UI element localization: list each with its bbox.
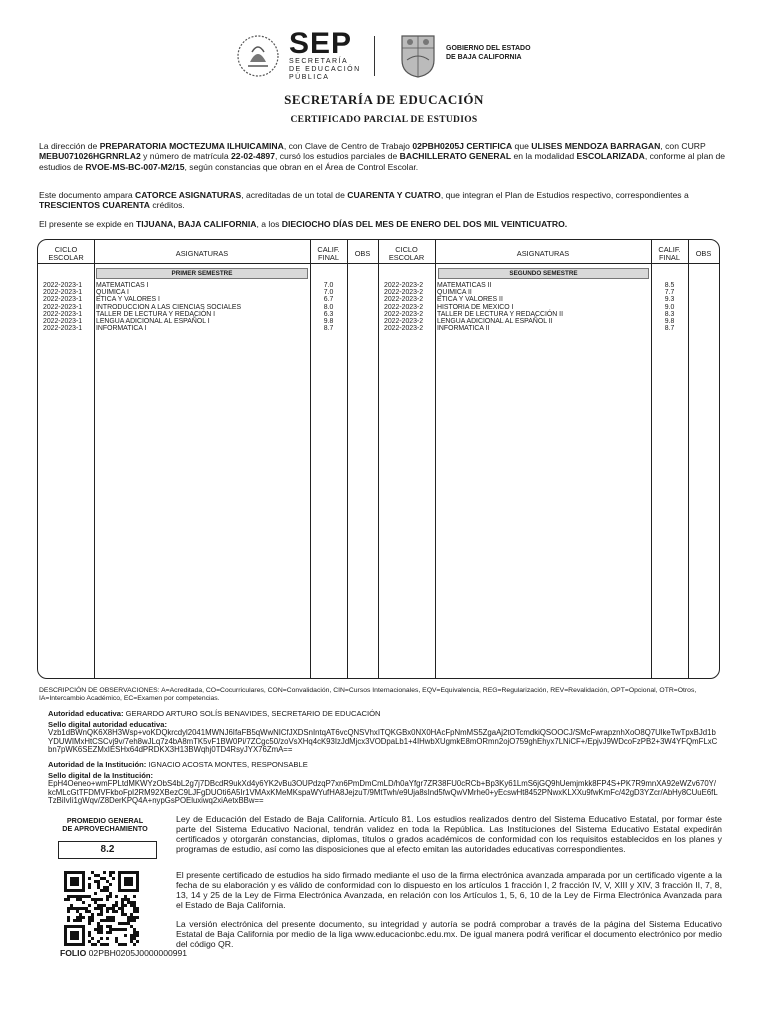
col-divider [94,240,95,678]
mexico-coat-of-arms-icon [236,34,280,78]
document-subtitle: CERTIFICADO PARCIAL DE ESTUDIOS [290,115,478,125]
right-row-calif: 8.3 [664,310,675,318]
right-row-asig: TALLER DE LECTURA Y REDACCIÓN II [437,310,563,318]
right-row-ciclo: 2022-2023-2 [384,325,424,333]
left-row-asig: ETICA Y VALORES I [96,296,160,304]
semester-1-label: PRIMER SEMESTRE [96,268,308,279]
grades-table [37,239,720,679]
header-asignaturas-left: ASIGNATURAS [175,249,229,258]
left-row-calif: 7.0 [323,282,334,289]
intro-paragraph-3: El presente se expide en TIJUANA, BAJA CALIFORNIA, a los DIECIOCHO DÍAS DEL MES DE ENERO DEL DOS MIL VEINTICUATRO. [39,219,568,229]
right-row-ciclo: 2022-2023-2 [384,282,424,289]
left-ciclo-column [43,282,82,332]
left-calif-column [310,282,347,332]
folio: FOLIO 02PBH0205J0000000991 [60,948,188,958]
right-row-ciclo: 2022-2023-2 [384,303,424,311]
left-row-calif: 8.0 [323,303,334,311]
left-row-ciclo: 2022-2023-1 [43,303,83,311]
average-label: PROMEDIO GENERAL DE APROVECHAMIENTO [62,816,148,833]
right-row-calif: 9.0 [664,303,675,311]
legal-paragraph-1: Ley de Educación del Estado de Baja California. Artículo 81. Los estudios realizados dentro del Sistema Educativo Estatal, por formar éste parte del Sistema Educativo Nacional, tendrán validez en toda la República. Las Instituciones del Sistema Educativo Estatal expedirán certificados y otorgarán constancias, diplomas, títulos o grados académicos de conformidad con los requisitos establecidos en los planes y programas de estudio, así como las disposiciones que al efecto emitan las autoridades educativas correspondientes. [176,814,722,854]
educational-authority: Autoridad educativa: GERARDO ARTURO SOLÍS BENAVIDES, SECRETARIO DE EDUCACIÓN [48,709,381,718]
right-row-calif: 9.8 [664,318,675,326]
col-divider [688,240,689,678]
header-calif-right: CALIF. FINAL [658,245,681,262]
header-ciclo-left: CICLO ESCOLAR [48,245,84,262]
header-ciclo-right: CICLO ESCOLAR [388,245,425,262]
legal-paragraph-3: La versión electrónica del presente documento, su integridad y autoría se podrá comprobar a través de la página del Sistema Educativo Estatal de Baja California por medio de la liga www.educacionbc.edu.mx. De igual manera podrá verificar el documento electrónico por medio del código QR. [176,919,722,949]
header-obs-left: OBS [354,249,371,258]
intro-paragraph-1: La dirección de PREPARATORIA MOCTEZUMA ILHUICAMINA, con Clave de Centro de Trabajo 02PBH0205J CERTIFICA que ULISES MENDOZA BARRAGAN, con CURP MEBU071026HGRNRLA2 y número de matrícula 22-02-4897, cursó los estudios parciales de BACHILLERATO GENERAL en la modalidad ESCOLARIZADA, conforme al plan de estudios de RVOE-MS-BC-007-M2/15, según constancias que obran en el Área de Control Escolar. [39,141,726,172]
right-calif-column [651,282,688,332]
left-row-calif: 6.7 [323,296,334,304]
qr-code [64,871,139,946]
col-divider [435,240,436,678]
right-row-ciclo: 2022-2023-2 [384,296,424,304]
gobierno-logo-text [446,44,531,62]
right-row-calif: 7.7 [664,289,675,297]
right-row-ciclo: 2022-2023-2 [384,310,424,318]
semester-2-label: SEGUNDO SEMESTRE [438,268,649,279]
left-row-ciclo: 2022-2023-1 [43,282,83,289]
institution-seal-label: Sello digital de la Institución: [48,771,154,780]
sep-logo [289,27,361,82]
header-calif-left: CALIF. FINAL [317,245,340,262]
right-row-asig: INFORMATICA II [437,325,490,333]
sep-subtitle-3: PÚBLICA [289,74,330,81]
legal-paragraph-2: El presente certificado de estudios ha sido firmado mediante el uso de la firma electrónica avanzada amparada por un certificado vigente a la fecha de su elaboración y es válido de conformidad con lo dispuesto en los artículos 1 fracción I, 2 fracción IV, V, XIII y XIV, 3 fracción II, 7, 8, 13, 14 y 25 de la Ley de Firma Electrónica Avanzada, en relación con los Artículos 1, 5, 6, 10 de la Ley de Firma Electrónica Avanzada para el Estado de Baja California. [176,870,722,910]
educational-seal-label: Sello digital autoridad educativa: [48,720,167,729]
gob-line-1: GOBIERNO DEL ESTADO [446,45,531,52]
right-row-calif: 9.3 [664,296,675,304]
observations-description: DESCRIPCIÓN DE OBSERVACIONES: A=Acreditada, CO=Cocurriculares, CON=Convalidación, CIN=Cursos Internacionales, EQV=Equivalencia, REG=Regularización, REV=Revalidación, OPT=Opcional, OTR=Otros, IA=Intercambio Académico, EC=Examen por competencias. [39,687,697,703]
col-divider [378,240,379,678]
left-row-ciclo: 2022-2023-1 [43,310,83,318]
educational-digital-seal: Vzb1dBWnQK6X8H3Wsp+voKDQkrcdyl2041MWNJ6IfaFB5qWwNICfJXDSnIntqAT6vcQNSVhxITQKGBx0NX0HAcFpNmMS5ZgaAj2tOTcmdkiQSOOCJ/SMcFwrapznhXoO8Q7UlkeTwTpxBJd1bYDUWIMxHtCSCvj9v/7eh8wJLq7z4bA8mTK5vF1BW0Pi/7ZCgc50/zoVsXHq4cK93IzJdMjcx3VODpaLb1+4IHwbXUgmkE8mORmn2ojO759ghEhyx7LNiCF+/EpjvJ9WDcoFzPB2+3W4YFQmFLxCbn7pWK6SEZMxIESHx64dPRDKX3H13BWqhj0TD4RsyJYX76ZmA== [48,728,718,755]
left-row-ciclo: 2022-2023-1 [43,318,83,326]
right-row-ciclo: 2022-2023-2 [384,318,424,326]
left-row-ciclo: 2022-2023-1 [43,325,83,333]
right-row-calif: 8.7 [664,325,675,333]
sep-subtitle-1: SECRETARÍA [289,58,349,65]
right-row-asig: ETICA Y VALORES II [437,296,503,304]
institution-authority: Autoridad de la Institución: IGNACIO ACOSTA MONTES, RESPONSABLE [48,760,308,769]
right-row-asig: LENGUA ADICIONAL AL ESPAÑOL II [437,318,553,326]
right-row-asig: MATEMATICAS II [437,282,492,289]
average-value: 8.2 [58,841,157,859]
right-row-asig: HISTORIA DE MEXICO I [437,303,514,311]
left-row-calif: 7.0 [323,289,334,297]
header-obs-right: OBS [695,249,712,258]
document-title: SECRETARÍA DE EDUCACIÓN [284,92,484,107]
intro-paragraph-2: Este documento ampara CATORCE ASIGNATURAS, acreditadas de un total de CUARENTA Y CUATRO, que integran el Plan de Estudios respectivo, correspondientes a TRESCIENTOS CUARENTA créditos. [39,190,689,211]
left-row-calif: 9.8 [323,318,334,326]
sep-wordmark: SEP [289,27,353,60]
left-row-calif: 6.3 [323,310,334,318]
left-row-calif: 8.7 [323,325,334,333]
right-ciclo-column [384,282,423,332]
header-asignaturas-right: ASIGNATURAS [516,249,570,258]
left-row-asig: LENGUA ADICIONAL AL ESPAÑOL I [96,318,210,326]
right-row-asig: QUIMICA II [437,289,472,297]
institution-digital-seal: EpH4Oeneo+wmFPLtdMKWYzObS4bL2g7j7DBcdR9ukXd4y6YK2vBu3OUPdzqP7xn6PmDmCmLD/h0aYfgr7ZR38FU0cRCb+Bp3Ky61LmS6jGQ9hUemjmkk8FP4S+PK7R9mnXA92eWZv670Y/kcMLcGtTFDMVFkboFpI2RM92XBezC9LJFgDUOti6A5Ir1VMAxKMeMKspaWYufHA8JejzuT/9MtTwh/e9Uja8sInd5fwQwVMrhe0+yEcswHt8452PNwxKLXXu9fwKmFc/42gD3YZcr/AbHy8CUuE6fLTzBiIvIi1gWqv/Z8DerKPQ4A+nypGsPOEluxiwq2xiAetxBBw== [48,779,718,806]
right-row-ciclo: 2022-2023-2 [384,289,424,297]
left-asignaturas-column [96,282,241,332]
header-divider [374,36,375,76]
left-row-asig: TALLER DE LECTURA Y REDACIÓN I [96,310,216,318]
left-row-ciclo: 2022-2023-1 [43,296,83,304]
right-asignaturas-column [437,282,563,332]
col-divider [347,240,348,678]
baja-california-shield-icon [399,30,437,78]
right-row-calif: 8.5 [664,282,675,289]
sep-subtitle-2: DE EDUCACIÓN [289,66,361,73]
left-row-asig: INFORMATICA I [96,325,147,333]
left-row-asig: INTRODUCCION A LAS CIENCIAS SOCIALES [96,303,242,311]
left-row-asig: QUIMICA I [96,289,129,297]
left-row-ciclo: 2022-2023-1 [43,289,83,297]
gob-line-2: DE BAJA CALIFORNIA [446,54,522,61]
left-row-asig: MATEMATICAS I [96,282,149,289]
header-rule [38,263,719,264]
